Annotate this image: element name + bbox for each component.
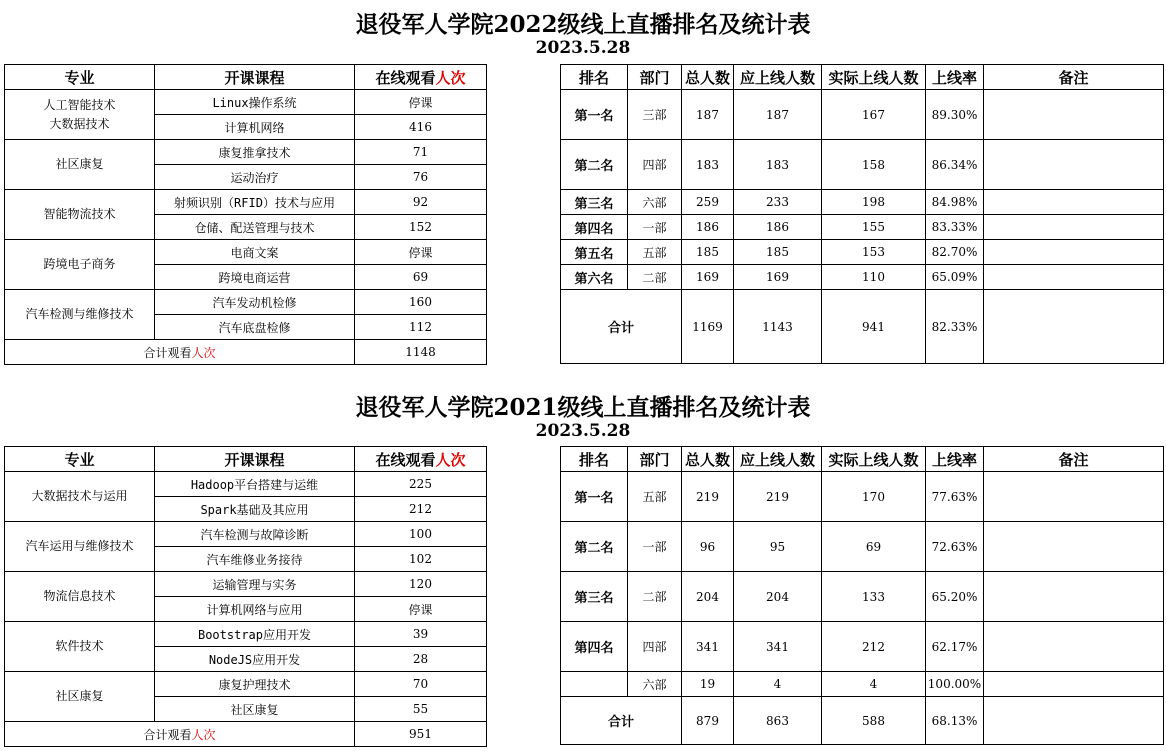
sum-label: 合计 xyxy=(561,290,682,364)
col-major: 专业 xyxy=(5,65,155,90)
total-cell: 185 xyxy=(682,240,734,265)
should-cell: 187 xyxy=(734,90,822,140)
views-cell: 100 xyxy=(355,522,487,547)
note-cell xyxy=(984,672,1164,697)
rank-cell: 第二名 xyxy=(561,522,628,572)
note-cell xyxy=(984,240,1164,265)
actual-cell: 153 xyxy=(822,240,926,265)
sum-should: 1143 xyxy=(734,290,822,364)
views-cell: 152 xyxy=(355,215,487,240)
course-cell: Linux操作系统 xyxy=(155,90,355,115)
views-cell: 停课 xyxy=(355,597,487,622)
should-cell: 233 xyxy=(734,190,822,215)
rate-cell: 82.70% xyxy=(926,240,984,265)
views-cell: 停课 xyxy=(355,240,487,265)
views-cell: 停课 xyxy=(355,90,487,115)
note-cell xyxy=(984,140,1164,190)
course-cell: 社区康复 xyxy=(155,697,355,722)
note-cell xyxy=(984,697,1164,745)
views-cell: 212 xyxy=(355,497,487,522)
actual-cell: 158 xyxy=(822,140,926,190)
total-cell: 341 xyxy=(682,622,734,672)
col-rate: 上线率 xyxy=(926,65,984,90)
major-cell: 社区康复 xyxy=(5,140,155,190)
note-cell xyxy=(984,90,1164,140)
should-cell: 341 xyxy=(734,622,822,672)
note-cell xyxy=(984,572,1164,622)
major-cell: 跨境电子商务 xyxy=(5,240,155,290)
dept-cell: 六部 xyxy=(628,190,682,215)
total-views-label: 合计观看人次 xyxy=(5,722,355,747)
sum-rate: 68.13% xyxy=(926,697,984,745)
actual-cell: 170 xyxy=(822,472,926,522)
views-cell: 55 xyxy=(355,697,487,722)
rate-cell: 86.34% xyxy=(926,140,984,190)
ranking-table xyxy=(560,446,1164,745)
rate-cell: 84.98% xyxy=(926,190,984,215)
should-cell: 204 xyxy=(734,572,822,622)
views-cell: 416 xyxy=(355,115,487,140)
total-cell: 259 xyxy=(682,190,734,215)
sum-should: 863 xyxy=(734,697,822,745)
rate-cell: 65.09% xyxy=(926,265,984,290)
total-cell: 183 xyxy=(682,140,734,190)
dept-cell: 三部 xyxy=(628,90,682,140)
note-cell xyxy=(984,472,1164,522)
views-cell: 69 xyxy=(355,265,487,290)
course-views-table xyxy=(4,446,487,747)
dept-cell: 六部 xyxy=(628,672,682,697)
views-cell: 70 xyxy=(355,672,487,697)
rank-cell: 第三名 xyxy=(561,572,628,622)
should-cell: 183 xyxy=(734,140,822,190)
note-cell xyxy=(984,622,1164,672)
actual-cell: 155 xyxy=(822,215,926,240)
views-cell: 71 xyxy=(355,140,487,165)
sum-label: 合计 xyxy=(561,697,682,745)
col-should: 应上线人数 xyxy=(734,65,822,90)
total-cell: 19 xyxy=(682,672,734,697)
rank-cell: 第五名 xyxy=(561,240,628,265)
col-rank: 排名 xyxy=(561,447,628,472)
sheet-date: 2023.5.28 xyxy=(535,421,631,441)
col-dept: 部门 xyxy=(628,447,682,472)
dept-cell: 一部 xyxy=(628,522,682,572)
col-views: 在线观看人次 xyxy=(355,65,487,90)
rate-cell: 77.63% xyxy=(926,472,984,522)
note-cell xyxy=(984,190,1164,215)
sum-actual: 941 xyxy=(822,290,926,364)
total-views-label: 合计观看人次 xyxy=(5,340,355,365)
course-cell: NodeJS应用开发 xyxy=(155,647,355,672)
views-cell: 28 xyxy=(355,647,487,672)
col-note: 备注 xyxy=(984,447,1164,472)
col-should: 应上线人数 xyxy=(734,447,822,472)
major-cell: 社区康复 xyxy=(5,672,155,722)
rank-cell: 第三名 xyxy=(561,190,628,215)
major-cell: 物流信息技术 xyxy=(5,572,155,622)
views-cell: 225 xyxy=(355,472,487,497)
col-actual: 实际上线人数 xyxy=(822,447,926,472)
actual-cell: 133 xyxy=(822,572,926,622)
course-cell: 运动治疗 xyxy=(155,165,355,190)
rank-cell: 第二名 xyxy=(561,140,628,190)
major-cell: 人工智能技术 大数据技术 xyxy=(5,90,155,140)
actual-cell: 198 xyxy=(822,190,926,215)
course-cell: Bootstrap应用开发 xyxy=(155,622,355,647)
rank-cell: 第一名 xyxy=(561,472,628,522)
total-cell: 219 xyxy=(682,472,734,522)
rank-cell: 第四名 xyxy=(561,622,628,672)
total-cell: 204 xyxy=(682,572,734,622)
course-cell: Hadoop平台搭建与运维 xyxy=(155,472,355,497)
should-cell: 4 xyxy=(734,672,822,697)
col-major: 专业 xyxy=(5,447,155,472)
rate-cell: 72.63% xyxy=(926,522,984,572)
total-cell: 186 xyxy=(682,215,734,240)
section-2022 xyxy=(0,0,1166,370)
course-views-table xyxy=(4,64,487,365)
dept-cell: 四部 xyxy=(628,622,682,672)
total-cell: 187 xyxy=(682,90,734,140)
course-cell: 汽车发动机检修 xyxy=(155,290,355,315)
views-cell: 112 xyxy=(355,315,487,340)
course-cell: Spark基础及其应用 xyxy=(155,497,355,522)
should-cell: 219 xyxy=(734,472,822,522)
note-cell xyxy=(984,215,1164,240)
actual-cell: 167 xyxy=(822,90,926,140)
ranking-table xyxy=(560,64,1164,364)
course-cell: 跨境电商运营 xyxy=(155,265,355,290)
sheet-title: 退役军人学院2021级线上直播排名及统计表 xyxy=(355,394,811,421)
views-cell: 102 xyxy=(355,547,487,572)
actual-cell: 69 xyxy=(822,522,926,572)
views-cell: 160 xyxy=(355,290,487,315)
sum-total: 1169 xyxy=(682,290,734,364)
rank-cell: 第四名 xyxy=(561,215,628,240)
dept-cell: 五部 xyxy=(628,240,682,265)
col-note: 备注 xyxy=(984,65,1164,90)
dept-cell: 二部 xyxy=(628,265,682,290)
views-cell: 92 xyxy=(355,190,487,215)
course-cell: 汽车底盘检修 xyxy=(155,315,355,340)
views-cell: 76 xyxy=(355,165,487,190)
major-cell: 汽车检测与维修技术 xyxy=(5,290,155,340)
sum-total: 879 xyxy=(682,697,734,745)
col-dept: 部门 xyxy=(628,65,682,90)
sum-rate: 82.33% xyxy=(926,290,984,364)
actual-cell: 212 xyxy=(822,622,926,672)
col-course: 开课课程 xyxy=(155,65,355,90)
rank-cell: 第六名 xyxy=(561,265,628,290)
total-cell: 169 xyxy=(682,265,734,290)
sheet-date: 2023.5.28 xyxy=(535,38,631,58)
note-cell xyxy=(984,265,1164,290)
dept-cell: 四部 xyxy=(628,140,682,190)
major-cell: 软件技术 xyxy=(5,622,155,672)
course-cell: 康复推拿技术 xyxy=(155,140,355,165)
major-cell: 智能物流技术 xyxy=(5,190,155,240)
major-cell: 汽车运用与维修技术 xyxy=(5,522,155,572)
course-cell: 电商文案 xyxy=(155,240,355,265)
course-cell: 汽车检测与故障诊断 xyxy=(155,522,355,547)
dept-cell: 五部 xyxy=(628,472,682,522)
course-cell: 仓储、配送管理与技术 xyxy=(155,215,355,240)
note-cell xyxy=(984,290,1164,364)
sheet-title: 退役军人学院2022级线上直播排名及统计表 xyxy=(355,11,811,38)
course-cell: 计算机网络 xyxy=(155,115,355,140)
rank-cell xyxy=(561,672,628,697)
total-cell: 96 xyxy=(682,522,734,572)
course-cell: 康复护理技术 xyxy=(155,672,355,697)
course-cell: 射频识别（RFID）技术与应用 xyxy=(155,190,355,215)
total-views-value: 1148 xyxy=(355,340,487,365)
course-cell: 计算机网络与应用 xyxy=(155,597,355,622)
course-cell: 运输管理与实务 xyxy=(155,572,355,597)
col-views: 在线观看人次 xyxy=(355,447,487,472)
dept-cell: 二部 xyxy=(628,572,682,622)
col-total: 总人数 xyxy=(682,447,734,472)
should-cell: 95 xyxy=(734,522,822,572)
major-cell: 大数据技术与运用 xyxy=(5,472,155,522)
dept-cell: 一部 xyxy=(628,215,682,240)
col-rank: 排名 xyxy=(561,65,628,90)
col-total: 总人数 xyxy=(682,65,734,90)
note-cell xyxy=(984,522,1164,572)
col-actual: 实际上线人数 xyxy=(822,65,926,90)
should-cell: 186 xyxy=(734,215,822,240)
rate-cell: 83.33% xyxy=(926,215,984,240)
rate-cell: 65.20% xyxy=(926,572,984,622)
section-2021 xyxy=(0,383,1166,751)
course-cell: 汽车维修业务接待 xyxy=(155,547,355,572)
rate-cell: 62.17% xyxy=(926,622,984,672)
col-rate: 上线率 xyxy=(926,447,984,472)
views-cell: 39 xyxy=(355,622,487,647)
rank-cell: 第一名 xyxy=(561,90,628,140)
total-views-value: 951 xyxy=(355,722,487,747)
actual-cell: 4 xyxy=(822,672,926,697)
views-cell: 120 xyxy=(355,572,487,597)
should-cell: 185 xyxy=(734,240,822,265)
col-course: 开课课程 xyxy=(155,447,355,472)
should-cell: 169 xyxy=(734,265,822,290)
rate-cell: 100.00% xyxy=(926,672,984,697)
sum-actual: 588 xyxy=(822,697,926,745)
rate-cell: 89.30% xyxy=(926,90,984,140)
actual-cell: 110 xyxy=(822,265,926,290)
